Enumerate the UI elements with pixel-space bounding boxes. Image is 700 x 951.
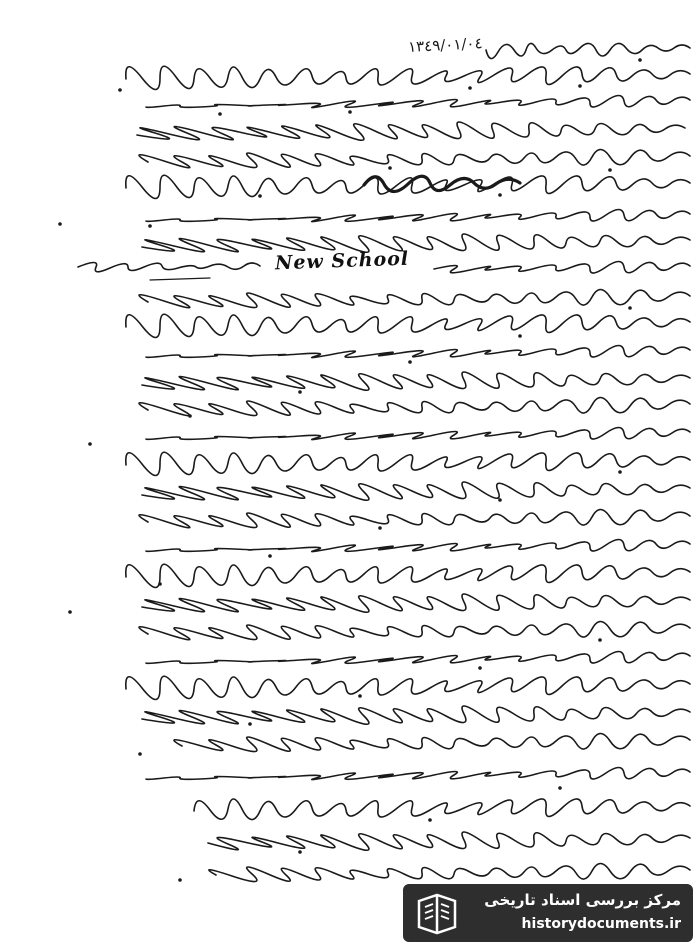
watermark-url: historydocuments.ir [521,916,681,932]
header-date: ١٣٤٩/٠١/٠٤ [407,34,483,56]
watermark-banner [403,884,693,942]
book-scroll-icon [415,891,461,935]
watermark-title: مرکز بررسی اسناد تاریخی [484,891,681,909]
latin-phrase: New School [274,247,410,275]
